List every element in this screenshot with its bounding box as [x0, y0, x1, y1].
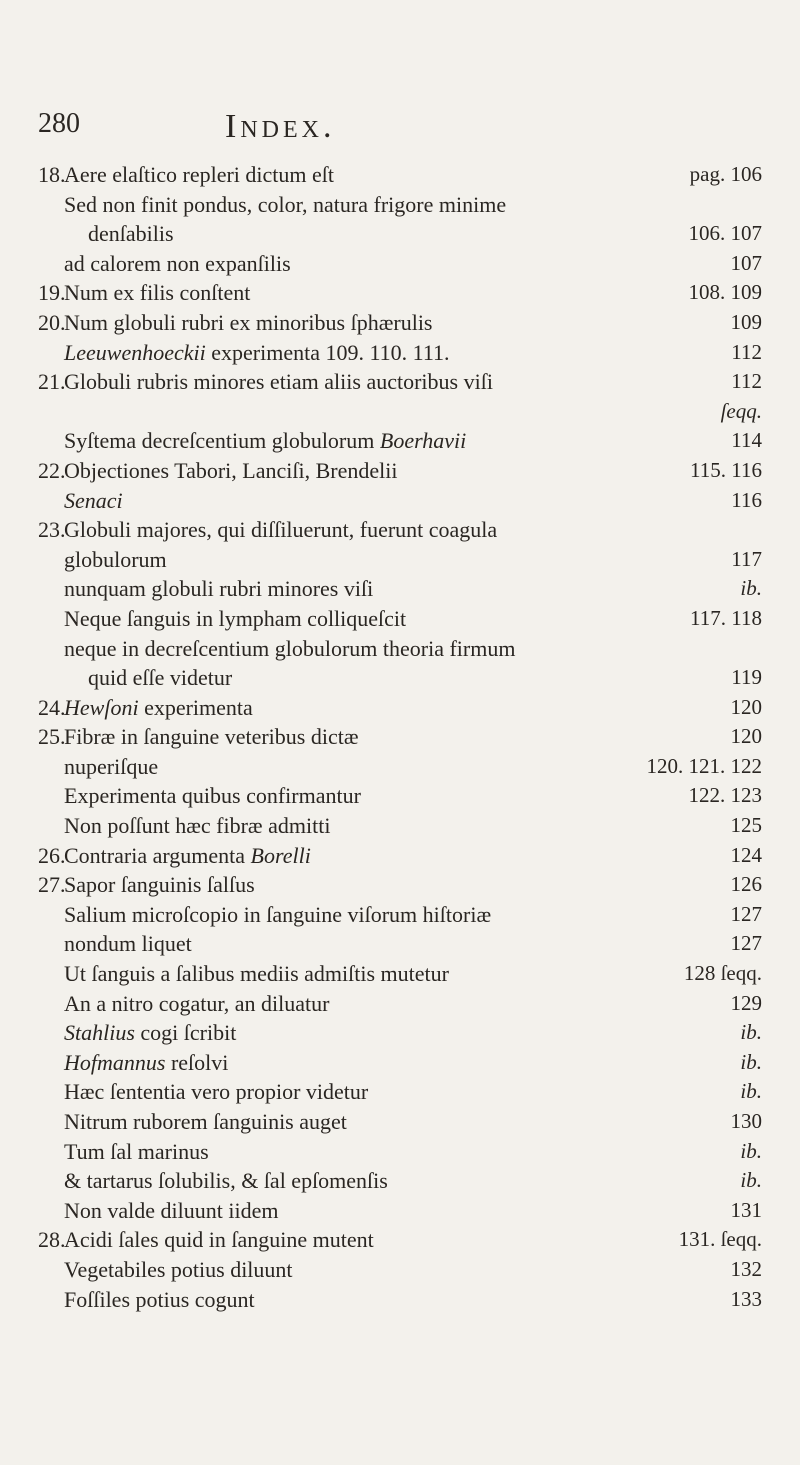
entry-text: An a nitro cogatur, an diluatur: [64, 990, 330, 1016]
index-line: [0, 870, 800, 900]
entry-number: 27.: [38, 872, 66, 898]
page-reference: ib.: [740, 1079, 762, 1104]
page-reference: 119: [731, 665, 762, 690]
page-reference: 106. 107: [688, 221, 762, 246]
index-line: [0, 515, 800, 545]
index-line: [0, 752, 800, 782]
entry-text: denſabilis: [88, 221, 174, 247]
entry-text: Acidi ſales quid in ſanguine mutent: [64, 1227, 374, 1253]
index-line: [0, 781, 800, 811]
page-reference: 127: [730, 931, 762, 956]
entry-text: Non valde diluunt iidem: [64, 1197, 279, 1223]
entry-text: Globuli rubris minores etiam aliis auctoribus viſi: [64, 369, 493, 395]
entry-text: Aere elaſtico repleri dictum eſt: [64, 162, 334, 187]
page-reference: 120. 121. 122: [646, 753, 762, 778]
entry-text: Neque ſanguis in lympham colliqueſcit: [64, 605, 407, 631]
page-reference: 116: [731, 487, 762, 512]
entry-text: globulorum: [64, 546, 167, 572]
entry-text: Sapor ſanguinis ſalſus: [64, 872, 255, 898]
index-entries: [0, 160, 800, 1314]
entry-text: Objectiones Tabori, Lanciſi, Brendelii: [64, 457, 398, 483]
index-line: [0, 190, 800, 220]
page-reference: pag. 106: [689, 162, 762, 186]
index-line: [0, 634, 800, 664]
entry-text: Sed non finit pondus, color, natura frigore minime: [64, 191, 507, 217]
page-reference: 125: [730, 813, 762, 838]
index-line: [0, 722, 800, 752]
running-head: Index.: [225, 108, 336, 145]
entry-number: 22.: [38, 457, 66, 483]
entry-text: Ut ſanguis a ſalibus mediis admiſtis mutetur: [64, 961, 449, 987]
entry-text: Nitrum ruborem ſanguinis auget: [64, 1109, 347, 1134]
index-line: [0, 604, 800, 634]
entry-text: nunquam globuli rubri minores viſi: [64, 576, 374, 602]
page-reference: 112: [731, 339, 762, 364]
entry-number: 25.: [38, 724, 66, 750]
entry-text: Fibræ in ſanguine veteribus dictæ: [64, 724, 359, 750]
entry-text: Syſtema decreſcentium globulorum Boerhavii: [64, 428, 467, 454]
page-reference: 114: [731, 428, 762, 453]
index-line: [0, 249, 800, 279]
index-line: [0, 278, 800, 308]
entry-text: Leeuwenhoeckii experimenta 109. 110. 111.: [64, 339, 450, 365]
entry-text: Num globuli rubri ex minoribus ſphærulis: [64, 309, 433, 335]
page-reference: ſeqq.: [720, 398, 762, 423]
entry-text: Hewſoni experimenta: [64, 694, 253, 720]
page-reference: ib.: [740, 1138, 762, 1163]
entry-number: 20.: [38, 309, 66, 335]
index-line: [0, 486, 800, 516]
index-line: [0, 693, 800, 723]
entry-text: ad calorem non expanſilis: [64, 250, 291, 276]
page-reference: 122. 123: [688, 783, 762, 808]
entry-number: 24.: [38, 694, 66, 720]
index-line: [0, 929, 800, 959]
entry-text: Num ex filis conſtent: [64, 280, 251, 306]
entry-text: Foſſiles potius cogunt: [64, 1286, 255, 1312]
index-line: [0, 367, 800, 397]
page-reference: 132: [730, 1256, 762, 1281]
page-reference: ib.: [740, 1168, 762, 1193]
page-reference: ib.: [740, 1049, 762, 1074]
index-line: [0, 160, 800, 190]
page-reference: 130: [730, 1109, 762, 1133]
index-line: [0, 338, 800, 368]
page-reference: 124: [730, 842, 762, 867]
index-line: [0, 1048, 800, 1078]
page-reference: 115. 116: [690, 457, 762, 482]
entry-number: 28.: [38, 1227, 66, 1253]
page-reference: 131: [730, 1197, 762, 1222]
entry-text: Globuli majores, qui diſſiluerunt, fuerunt coagula: [64, 517, 498, 543]
page-reference: 120: [730, 694, 762, 719]
page-reference: ib.: [740, 1020, 762, 1045]
page-reference: 129: [730, 990, 762, 1015]
entry-text: nuperiſque: [64, 753, 159, 779]
page-reference: 112: [731, 369, 762, 394]
page-reference: 108. 109: [688, 280, 762, 305]
entry-text: Non poſſunt hæc fibræ admitti: [64, 813, 331, 839]
page-reference: 107: [730, 250, 762, 275]
entry-text: neque in decreſcentium globulorum theoria firmum: [64, 635, 516, 661]
index-line: [0, 1225, 800, 1255]
index-line: [0, 1018, 800, 1048]
index-line: [0, 1196, 800, 1226]
entry-text: nondum liquet: [64, 931, 192, 957]
index-line: [0, 811, 800, 841]
index-line: [0, 959, 800, 989]
entry-text: & tartarus ſolubilis, & ſal epſomenſis: [64, 1168, 388, 1194]
index-line: [0, 1255, 800, 1285]
page-number: 280: [38, 108, 80, 139]
index-line: [0, 456, 800, 486]
entry-text: Experimenta quibus confirmantur: [64, 783, 361, 809]
page-reference: 126: [730, 872, 762, 897]
page-reference: 128 ſeqq.: [683, 961, 762, 986]
index-line: [0, 1166, 800, 1196]
index-line: [0, 308, 800, 338]
entry-number: 26.: [38, 842, 66, 868]
entry-text: Salium microſcopio in ſanguine viſorum hiſtoriæ: [64, 901, 492, 927]
entry-text: Senaci: [64, 487, 123, 513]
page-reference: ib.: [740, 576, 762, 601]
index-line: [0, 1137, 800, 1167]
page-reference: 133: [730, 1286, 762, 1311]
entry-number: 19.: [38, 280, 66, 306]
entry-text: Stahlius cogi ſcribit: [64, 1020, 237, 1046]
page-reference: 109: [730, 309, 762, 334]
entry-text: Hæc ſententia vero propior videtur: [64, 1079, 369, 1105]
entry-number: 23.: [38, 517, 66, 543]
page-reference: 120: [730, 724, 762, 749]
page-reference: 131. ſeqq.: [678, 1227, 762, 1252]
entry-text: Tum ſal marinus: [64, 1138, 209, 1164]
entry-text: quid eſſe videtur: [88, 665, 233, 691]
entry-text: Vegetabiles potius diluunt: [64, 1256, 293, 1282]
entry-number: 21.: [38, 369, 66, 395]
index-line: [0, 663, 800, 693]
entry-text: Contraria argumenta Borelli: [64, 842, 311, 868]
index-line: [0, 841, 800, 871]
page-reference: 127: [730, 901, 762, 926]
index-line: [0, 900, 800, 930]
index-line: [0, 989, 800, 1019]
page-reference: 117. 118: [690, 605, 762, 630]
page-header: [38, 108, 758, 152]
index-line: [0, 545, 800, 575]
index-line: [0, 1077, 800, 1107]
page-reference: 117: [731, 546, 762, 571]
index-line: [0, 1285, 800, 1315]
entry-text: Hofmannus reſolvi: [64, 1049, 229, 1075]
index-line: [0, 1107, 800, 1137]
index-line: [0, 426, 800, 456]
index-line: [0, 397, 800, 427]
index-line: [0, 219, 800, 249]
entry-number: 18.: [38, 162, 66, 187]
index-line: [0, 574, 800, 604]
